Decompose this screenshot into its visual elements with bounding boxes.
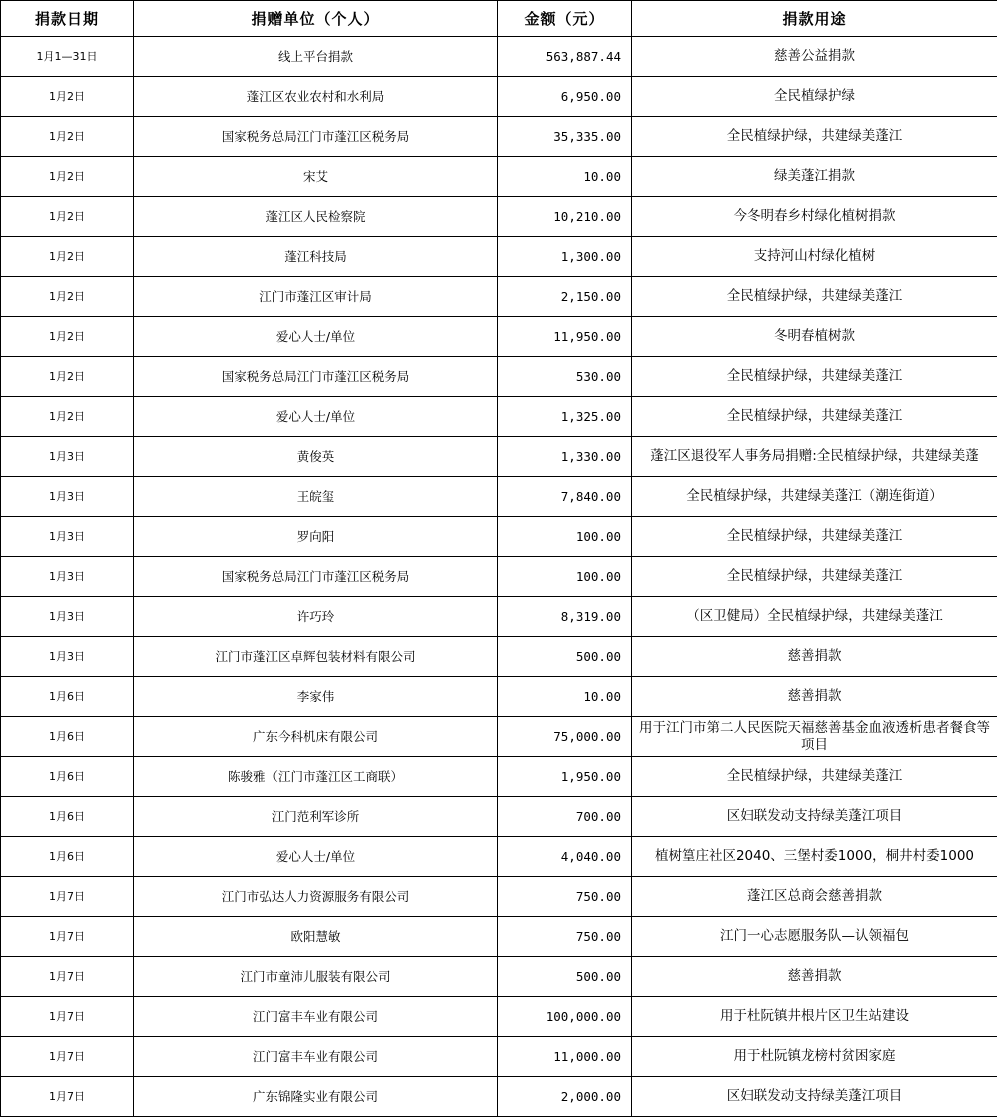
cell-date: 1月7日 — [1, 957, 134, 997]
cell-amount: 4,040.00 — [498, 837, 632, 877]
cell-amount: 530.00 — [498, 357, 632, 397]
cell-purpose: 支持河山村绿化植树 — [632, 237, 997, 277]
table-row — [1, 877, 997, 917]
cell-donor: 线上平台捐款 — [134, 37, 498, 77]
table-row — [1, 37, 997, 77]
cell-donor: 江门市蓬江区审计局 — [134, 277, 498, 317]
cell-amount: 10,210.00 — [498, 197, 632, 237]
cell-donor: 蓬江区农业农村和水利局 — [134, 77, 498, 117]
header-purpose: 捐款用途 — [632, 1, 997, 37]
cell-date: 1月7日 — [1, 1077, 134, 1117]
cell-amount: 11,000.00 — [498, 1037, 632, 1077]
header-amount: 金额（元） — [498, 1, 632, 37]
cell-amount: 750.00 — [498, 917, 632, 957]
header-row — [1, 1, 997, 37]
cell-purpose: 全民植绿护绿，共建绿美蓬江 — [632, 397, 997, 437]
cell-date: 1月6日 — [1, 677, 134, 717]
table-row — [1, 637, 997, 677]
cell-amount: 100,000.00 — [498, 997, 632, 1037]
table-row — [1, 757, 997, 797]
cell-date: 1月2日 — [1, 77, 134, 117]
cell-donor: 爱心人士/单位 — [134, 397, 498, 437]
cell-date: 1月6日 — [1, 757, 134, 797]
cell-purpose: 用于江门市第二人民医院天福慈善基金血液透析患者餐食等项目 — [632, 717, 997, 757]
cell-purpose: 全民植绿护绿，共建绿美蓬江 — [632, 557, 997, 597]
table-row — [1, 917, 997, 957]
cell-donor: 陈骏雅（江门市蓬江区工商联） — [134, 757, 498, 797]
table-row — [1, 797, 997, 837]
cell-date: 1月2日 — [1, 277, 134, 317]
cell-purpose: 全民植绿护绿 — [632, 77, 997, 117]
cell-amount: 75,000.00 — [498, 717, 632, 757]
cell-date: 1月6日 — [1, 797, 134, 837]
cell-donor: 广东锦隆实业有限公司 — [134, 1077, 498, 1117]
table-row — [1, 277, 997, 317]
cell-date: 1月2日 — [1, 317, 134, 357]
cell-date: 1月7日 — [1, 997, 134, 1037]
table-row — [1, 317, 997, 357]
cell-donor: 黄俊英 — [134, 437, 498, 477]
cell-date: 1月2日 — [1, 197, 134, 237]
cell-purpose: 全民植绿护绿，共建绿美蓬江 — [632, 357, 997, 397]
cell-date: 1月6日 — [1, 717, 134, 757]
cell-donor: 许巧玲 — [134, 597, 498, 637]
cell-date: 1月3日 — [1, 517, 134, 557]
cell-date: 1月3日 — [1, 437, 134, 477]
table-row — [1, 117, 997, 157]
cell-date: 1月6日 — [1, 837, 134, 877]
cell-donor: 罗向阳 — [134, 517, 498, 557]
cell-purpose: 慈善捐款 — [632, 677, 997, 717]
table-row — [1, 477, 997, 517]
table-row — [1, 77, 997, 117]
cell-purpose: 用于杜阮镇龙榜村贫困家庭 — [632, 1037, 997, 1077]
cell-donor: 江门富丰车业有限公司 — [134, 1037, 498, 1077]
cell-date: 1月2日 — [1, 117, 134, 157]
cell-purpose: 绿美蓬江捐款 — [632, 157, 997, 197]
cell-donor: 李家伟 — [134, 677, 498, 717]
cell-purpose: 慈善公益捐款 — [632, 37, 997, 77]
cell-purpose: 植树篁庄社区2040、三堡村委1000，桐井村委1000 — [632, 837, 997, 877]
cell-amount: 750.00 — [498, 877, 632, 917]
cell-donor: 江门富丰车业有限公司 — [134, 997, 498, 1037]
cell-amount: 1,330.00 — [498, 437, 632, 477]
cell-date: 1月3日 — [1, 637, 134, 677]
cell-donor: 宋艾 — [134, 157, 498, 197]
table-row — [1, 717, 997, 757]
table-row — [1, 1077, 997, 1117]
table-body — [1, 37, 997, 1117]
cell-amount: 7,840.00 — [498, 477, 632, 517]
cell-donor: 江门市童沛儿服装有限公司 — [134, 957, 498, 997]
cell-date: 1月3日 — [1, 557, 134, 597]
table-row — [1, 197, 997, 237]
cell-amount: 11,950.00 — [498, 317, 632, 357]
table-row — [1, 997, 997, 1037]
cell-date: 1月3日 — [1, 477, 134, 517]
cell-amount: 10.00 — [498, 157, 632, 197]
cell-date: 1月3日 — [1, 597, 134, 637]
cell-donor: 国家税务总局江门市蓬江区税务局 — [134, 117, 498, 157]
cell-purpose: 全民植绿护绿，共建绿美蓬江 — [632, 277, 997, 317]
cell-amount: 500.00 — [498, 637, 632, 677]
header-donor: 捐赠单位（个人） — [134, 1, 498, 37]
cell-purpose: 今冬明春乡村绿化植树捐款 — [632, 197, 997, 237]
cell-purpose: 全民植绿护绿，共建绿美蓬江 — [632, 757, 997, 797]
table-row — [1, 957, 997, 997]
cell-date: 1月2日 — [1, 237, 134, 277]
cell-amount: 2,150.00 — [498, 277, 632, 317]
cell-date: 1月7日 — [1, 917, 134, 957]
cell-purpose: 慈善捐款 — [632, 957, 997, 997]
header-date: 捐款日期 — [1, 1, 134, 37]
cell-date: 1月7日 — [1, 1037, 134, 1077]
cell-donor: 蓬江科技局 — [134, 237, 498, 277]
cell-donor: 江门市蓬江区卓辉包装材料有限公司 — [134, 637, 498, 677]
cell-amount: 10.00 — [498, 677, 632, 717]
cell-donor: 广东今科机床有限公司 — [134, 717, 498, 757]
cell-purpose: 全民植绿护绿，共建绿美蓬江 — [632, 517, 997, 557]
cell-amount: 35,335.00 — [498, 117, 632, 157]
cell-donor: 王皖玺 — [134, 477, 498, 517]
cell-purpose: 区妇联发动支持绿美蓬江项目 — [632, 1077, 997, 1117]
cell-purpose: 慈善捐款 — [632, 637, 997, 677]
table-row — [1, 237, 997, 277]
table-row — [1, 1037, 997, 1077]
cell-donor: 蓬江区人民检察院 — [134, 197, 498, 237]
cell-date: 1月1—31日 — [1, 37, 134, 77]
cell-donor: 爱心人士/单位 — [134, 837, 498, 877]
cell-date: 1月2日 — [1, 157, 134, 197]
cell-amount: 500.00 — [498, 957, 632, 997]
cell-date: 1月2日 — [1, 357, 134, 397]
table-row — [1, 597, 997, 637]
table-row — [1, 397, 997, 437]
cell-donor: 欧阳慧敏 — [134, 917, 498, 957]
cell-amount: 563,887.44 — [498, 37, 632, 77]
cell-amount: 1,325.00 — [498, 397, 632, 437]
cell-amount: 6,950.00 — [498, 77, 632, 117]
cell-donor: 国家税务总局江门市蓬江区税务局 — [134, 357, 498, 397]
cell-purpose: 蓬江区总商会慈善捐款 — [632, 877, 997, 917]
cell-date: 1月7日 — [1, 877, 134, 917]
cell-purpose: 冬明春植树款 — [632, 317, 997, 357]
cell-amount: 100.00 — [498, 517, 632, 557]
cell-donor: 江门范利军诊所 — [134, 797, 498, 837]
cell-amount: 1,950.00 — [498, 757, 632, 797]
cell-amount: 100.00 — [498, 557, 632, 597]
cell-date: 1月2日 — [1, 397, 134, 437]
table-row — [1, 677, 997, 717]
table-row — [1, 837, 997, 877]
cell-amount: 2,000.00 — [498, 1077, 632, 1117]
table-row — [1, 357, 997, 397]
cell-purpose: 江门一心志愿服务队—认领福包 — [632, 917, 997, 957]
cell-donor: 国家税务总局江门市蓬江区税务局 — [134, 557, 498, 597]
cell-donor: 爱心人士/单位 — [134, 317, 498, 357]
table-row — [1, 157, 997, 197]
cell-amount: 700.00 — [498, 797, 632, 837]
table-row — [1, 437, 997, 477]
cell-purpose: 蓬江区退役军人事务局捐赠:全民植绿护绿，共建绿美蓬 — [632, 437, 997, 477]
cell-purpose: 全民植绿护绿，共建绿美蓬江 — [632, 117, 997, 157]
table-row — [1, 517, 997, 557]
cell-purpose: （区卫健局）全民植绿护绿，共建绿美蓬江 — [632, 597, 997, 637]
cell-donor: 江门市弘达人力资源服务有限公司 — [134, 877, 498, 917]
cell-amount: 8,319.00 — [498, 597, 632, 637]
cell-purpose: 区妇联发动支持绿美蓬江项目 — [632, 797, 997, 837]
cell-purpose: 用于杜阮镇井根片区卫生站建设 — [632, 997, 997, 1037]
cell-amount: 1,300.00 — [498, 237, 632, 277]
cell-purpose: 全民植绿护绿，共建绿美蓬江（潮连街道） — [632, 477, 997, 517]
table-row — [1, 557, 997, 597]
